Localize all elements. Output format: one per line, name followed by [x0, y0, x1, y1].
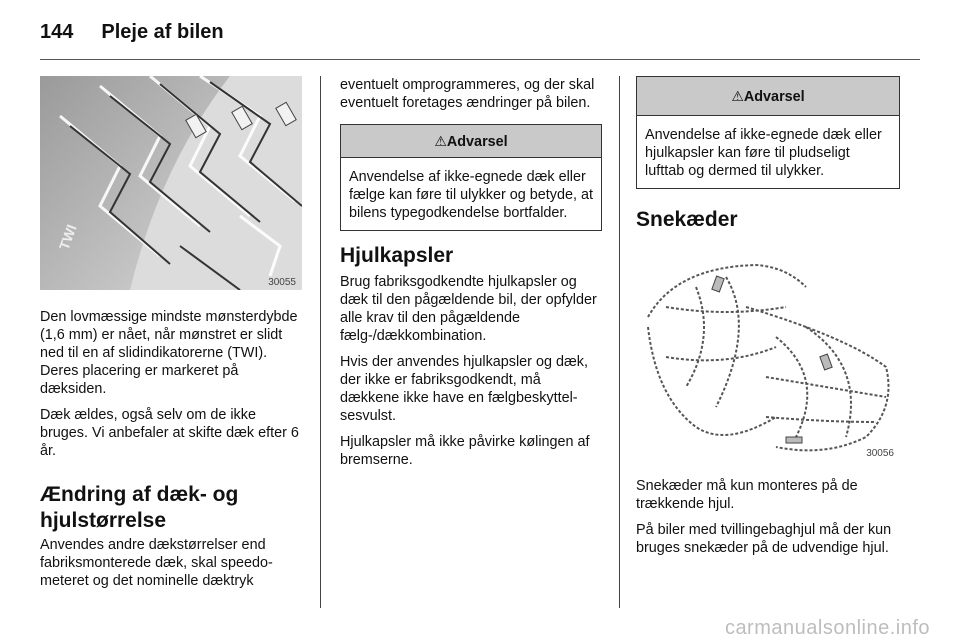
paragraph: Dæk ældes, også selv om de ikke bruges. Vi anbefaler at skifte dæk efter 6 år. [40, 407, 299, 459]
section-heading: Hjulkapsler [340, 244, 454, 267]
warning-icon: ⚠ [731, 88, 744, 104]
warning-header [637, 77, 899, 116]
tyre-tread-figure [40, 76, 302, 290]
warning-icon: ⚠ [434, 133, 447, 149]
warning-box [340, 124, 602, 231]
paragraph: Den lovmæssige mindste mønsterdybde (1,6 mm) er nået, når mønstret er slidt ned til en af slidindikatorerne (TWI). Deres placering er markeret på dæksiden. [40, 309, 298, 397]
warning-box [636, 76, 900, 189]
figure-number: 30055 [268, 277, 296, 288]
figure-number: 30056 [866, 448, 894, 459]
page-title: Pleje af bilen [101, 20, 224, 43]
paragraph: Brug fabriksgodkendte hjulkapsler og dæk til den pågældende bil, der opfylder alle krav til den pågældende fælg-/dækkombination. [340, 274, 597, 344]
tyre-tread-illustration [40, 76, 302, 290]
column-divider [320, 76, 321, 608]
warning-header [341, 125, 601, 158]
snow-chain-illustration [636, 247, 900, 461]
column-3 [636, 76, 900, 565]
warning-title: Advarsel [743, 89, 805, 105]
section-heading: Snekæder [636, 208, 738, 231]
column-1 [40, 76, 302, 598]
column-divider [619, 76, 620, 608]
section-heading: Ændring af dæk- og hjulstørrelse [40, 483, 239, 532]
page-number: 144 [40, 20, 74, 43]
warning-text: Anvendelse af ikke-egnede dæk eller fælge kan føre til ulykker og betyde, at bilens typegodkendelse bortfalder. [349, 169, 593, 221]
header-rule [40, 59, 920, 60]
paragraph: eventuelt omprogrammeres, og der skal eventuelt foretages ændringer på bilen. [340, 77, 595, 111]
warning-title: Advarsel [446, 134, 508, 150]
column-2 [340, 76, 602, 477]
paragraph: Snekæder må kun monteres på de trækkende hjul. [636, 478, 858, 512]
warning-text: Anvendelse af ikke-egnede dæk eller hjulkapsler kan føre til pludseligt lufttab og dermed til ulykker. [645, 127, 882, 179]
paragraph: Anvendes andre dækstørrelser end fabriksmonterede dæk, skal speedometeret og det nominelle dæktryk [40, 537, 273, 589]
twi-marking: TWI [55, 222, 80, 253]
paragraph: På biler med tvillingebaghjul må der kun bruges snekæder på de udvendige hjul. [636, 522, 892, 556]
paragraph: Hvis der anvendes hjulkapsler og dæk, der ikke er fabriksgodkendt, må dækkene ikke have en fælgbeskyttelsesvulst. [340, 354, 588, 424]
page-header [40, 10, 224, 54]
paragraph: Hjulkapsler må ikke påvirke kølingen af bremserne. [340, 434, 590, 468]
watermark: carmanualsonline.info [724, 617, 930, 639]
snow-chain-figure [636, 247, 900, 461]
